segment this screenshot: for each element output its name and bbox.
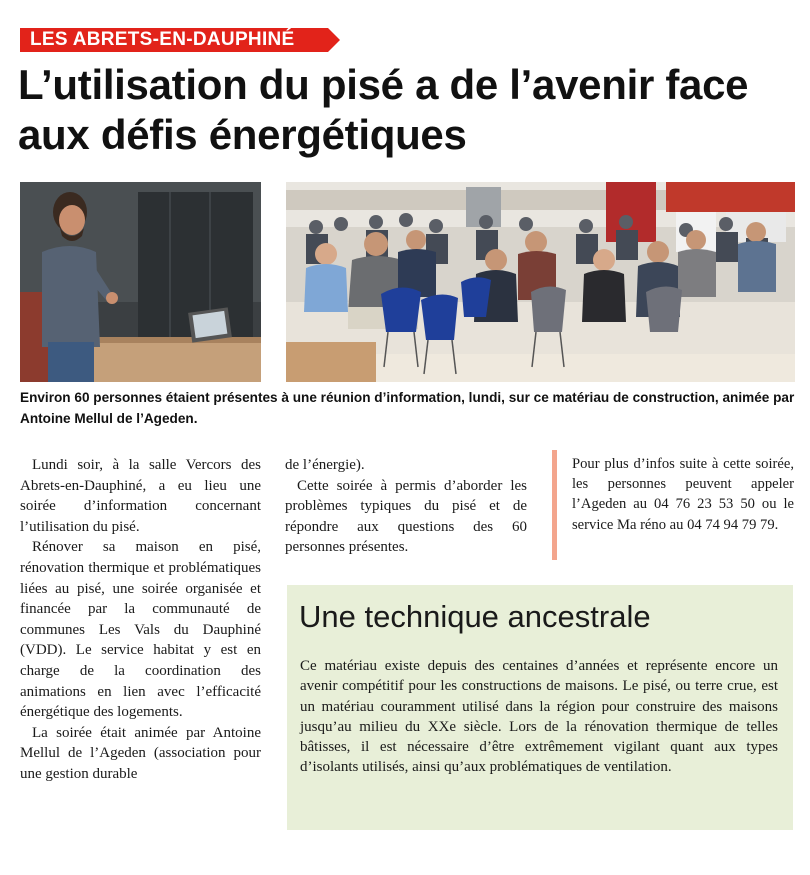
photo-speaker — [20, 182, 261, 382]
article-paragraph: Rénover sa maison en pisé, rénovation thermique et problématiques liées au pisé, une soirée organisée et financée par la communauté de communes Les Vals du Dauphiné (VDD). Le service habitat y est en charge de la coordination des animations en lien avec l’efficacité énergétique des logements. — [20, 539, 261, 721]
panel-title: Une technique ancestrale — [299, 599, 651, 634]
sidebar-panel — [287, 585, 793, 830]
article-headline: L’utilisation du pisé a de l’avenir face aux défis énergétiques — [18, 61, 749, 158]
article-paragraph: de l’énergie). — [285, 457, 365, 473]
article-paragraph: La soirée était animée par Antoine Mellul de l’Ageden (association pour une gestion durable — [20, 724, 261, 782]
rubric-label: LES ABRETS-EN-DAUPHINÉ — [30, 29, 295, 50]
rubric-arrow-tip — [328, 28, 340, 52]
panel-text: Ce matériau existe depuis des centaines d’années et représente encore un avenir compétitif pour les constructions de maisons. Le pisé, ou terre crue, est un matériau couramment utilisé dans la région pour construire des maisons jusqu’au milieu du XXe siècle. Lors de la rénovation thermique de telles bâtisses, il est nécessaire d’être extrêmement vigilant quant aux types d’isolants utilisés, ainsi qu’aux problématiques de ventilation. — [300, 658, 778, 776]
contact-info-text: Pour plus d’infos suite à cette soirée, les personnes peuvent appeler l’Ageden au 04 76 23 53 50 ou le service Ma réno au 04 74 94 79 79. — [572, 456, 794, 533]
contact-info-box — [552, 450, 795, 560]
article-paragraph: Cette soirée à permis d’aborder les problèmes typiques du pisé et de répondre aux questions des 60 personnes présentes. — [285, 477, 527, 556]
article-column-1 — [20, 455, 261, 785]
photo-caption: Environ 60 personnes étaient présentes à une réunion d’information, lundi, sur ce matériau de construction, animée par Antoine Mellul de l’Ageden. — [20, 390, 795, 426]
section-rubric — [20, 28, 340, 52]
photo-audience — [286, 182, 795, 382]
article-column-2 — [285, 455, 527, 558]
infobox-rule — [552, 450, 557, 560]
article-paragraph: Lundi soir, à la salle Vercors des Abrets-en-Dauphiné, a eu lieu une soirée d’information concernant l’utilisation du pisé. — [20, 457, 261, 535]
